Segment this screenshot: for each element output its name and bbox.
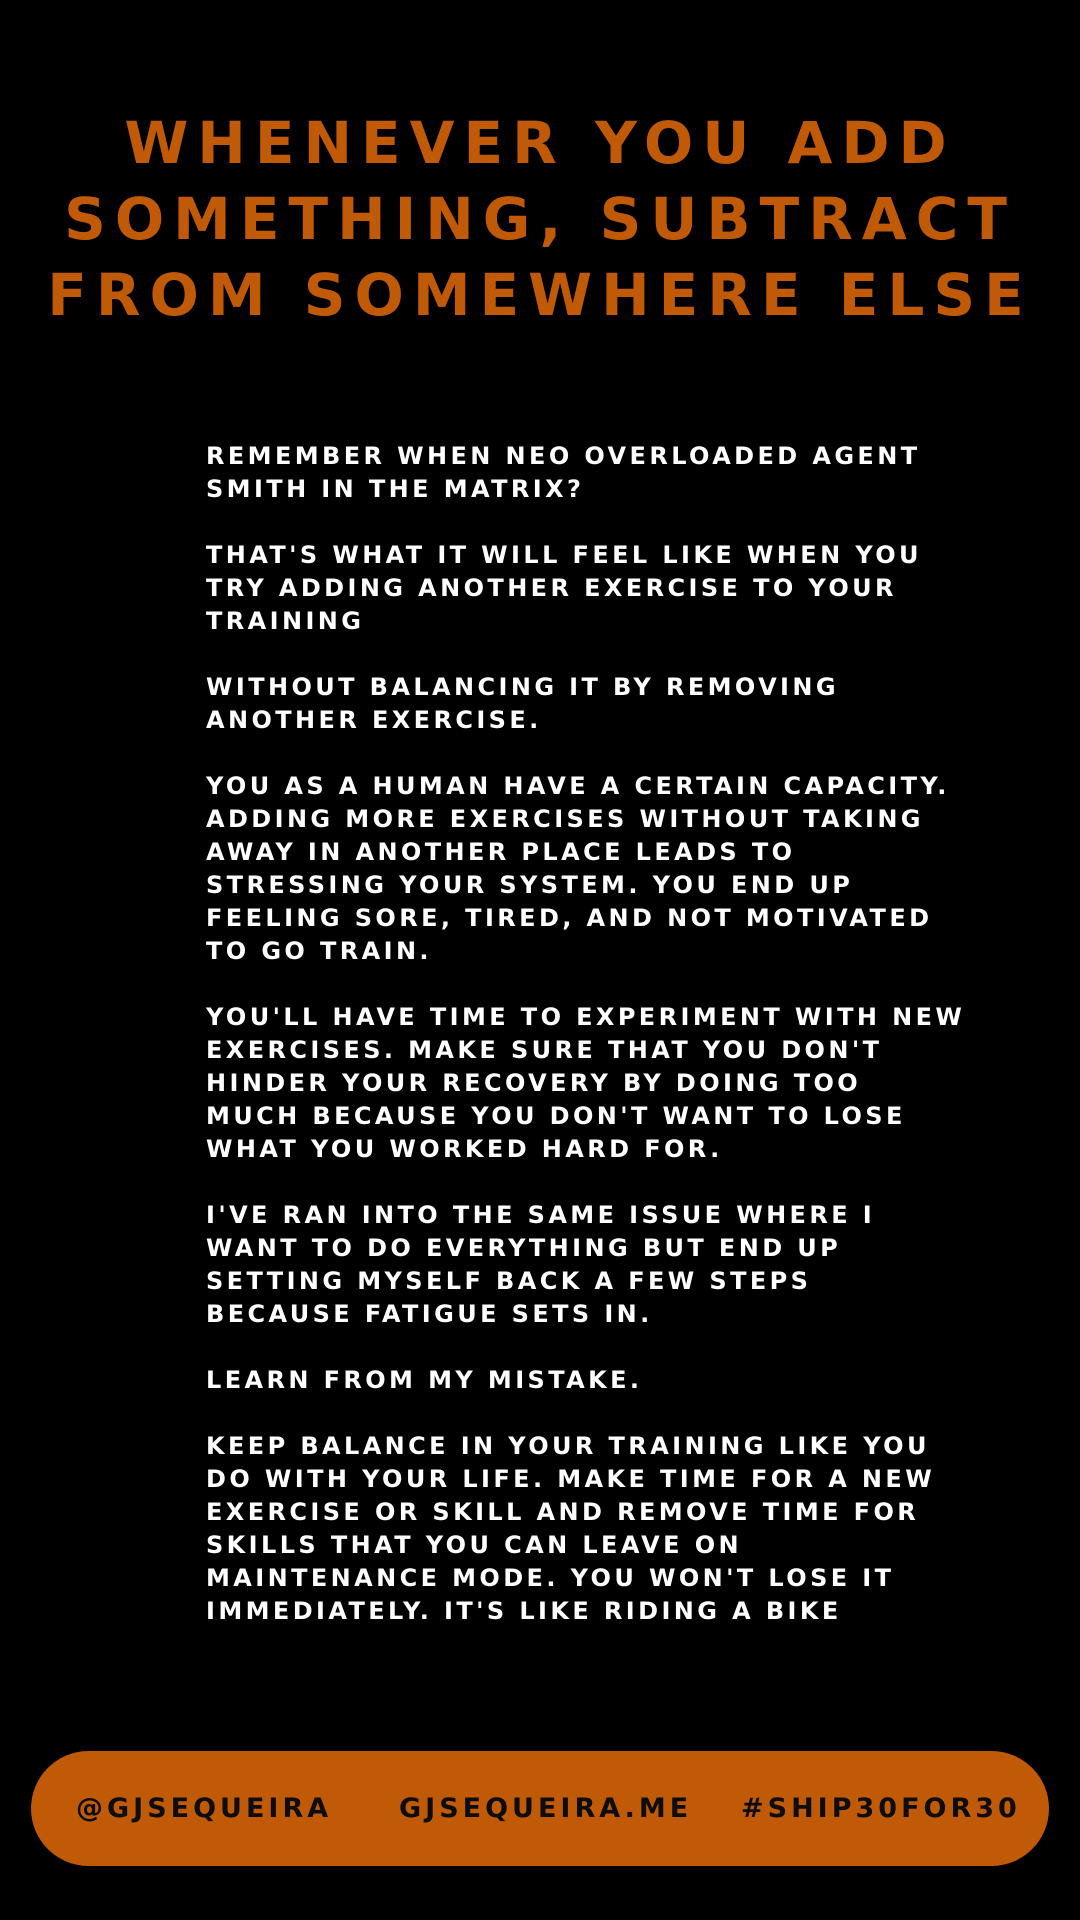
text-line: EXERCISES. MAKE SURE THAT YOU DON'T [206, 1036, 883, 1064]
text-line: HINDER YOUR RECOVERY BY DOING TOO [206, 1069, 862, 1097]
text-line: DO WITH YOUR LIFE. MAKE TIME FOR A NEW [206, 1465, 936, 1493]
paragraph [206, 671, 996, 737]
text-line: SKILLS THAT YOU CAN LEAVE ON [206, 1531, 742, 1559]
text-line: WHAT YOU WORKED HARD FOR. [206, 1135, 723, 1163]
text-line: WANT TO DO EVERYTHING BUT END UP [206, 1234, 842, 1262]
text-line: WITHOUT BALANCING IT BY REMOVING [206, 673, 839, 701]
footer-bar [31, 1751, 1049, 1866]
headline-line: SOMETHING, SUBTRACT [64, 185, 1016, 253]
paragraph [206, 440, 996, 506]
text-line: BECAUSE FATIGUE SETS IN. [206, 1300, 653, 1328]
text-line: I'VE RAN INTO THE SAME ISSUE WHERE I [206, 1201, 876, 1229]
text-line: ADDING MORE EXERCISES WITHOUT TAKING [206, 805, 924, 833]
paragraph [206, 1430, 996, 1628]
paragraph [206, 1001, 996, 1166]
text-line: MAINTENANCE MODE. YOU WON'T LOSE IT [206, 1564, 895, 1592]
text-line: REMEMBER WHEN NEO OVERLOADED AGENT [206, 442, 921, 470]
footer-website: GJSEQUEIRA.ME [399, 1793, 693, 1824]
paragraph [206, 1364, 996, 1397]
text-line: SETTING MYSELF BACK A FEW STEPS [206, 1267, 812, 1295]
paragraph [206, 539, 996, 638]
text-line: EXERCISE OR SKILL AND REMOVE TIME FOR [206, 1498, 920, 1526]
text-line: KEEP BALANCE IN YOUR TRAINING LIKE YOU [206, 1432, 930, 1460]
text-line: YOU AS A HUMAN HAVE A CERTAIN CAPACITY. [206, 772, 950, 800]
text-line: MUCH BECAUSE YOU DON'T WANT TO LOSE [206, 1102, 906, 1130]
paragraph [206, 770, 996, 968]
footer-handle: @GJSEQUEIRA [76, 1793, 333, 1824]
text-line: AWAY IN ANOTHER PLACE LEADS TO [206, 838, 796, 866]
text-line: ANOTHER EXERCISE. [206, 706, 542, 734]
text-line: SMITH IN THE MATRIX? [206, 475, 585, 503]
text-line: FEELING SORE, TIRED, AND NOT MOTIVATED [206, 904, 933, 932]
text-line: TRY ADDING ANOTHER EXERCISE TO YOUR [206, 574, 897, 602]
text-line: THAT'S WHAT IT WILL FEEL LIKE WHEN YOU [206, 541, 922, 569]
text-line: LEARN FROM MY MISTAKE. [206, 1366, 643, 1394]
text-line: STRESSING YOUR SYSTEM. YOU END UP [206, 871, 854, 899]
body-copy [206, 440, 996, 1661]
headline-line: WHENEVER YOU ADD [124, 109, 956, 177]
text-line: TO GO TRAIN. [206, 937, 432, 965]
headline [0, 105, 1080, 333]
text-line: YOU'LL HAVE TIME TO EXPERIMENT WITH NEW [206, 1003, 966, 1031]
text-line: TRAINING [206, 607, 365, 635]
headline-line: FROM SOMEWHERE ELSE [47, 261, 1033, 329]
footer-hashtag: #SHIP30FOR30 [741, 1793, 1021, 1824]
paragraph [206, 1199, 996, 1331]
text-line: IMMEDIATELY. IT'S LIKE RIDING A BIKE [206, 1597, 842, 1625]
